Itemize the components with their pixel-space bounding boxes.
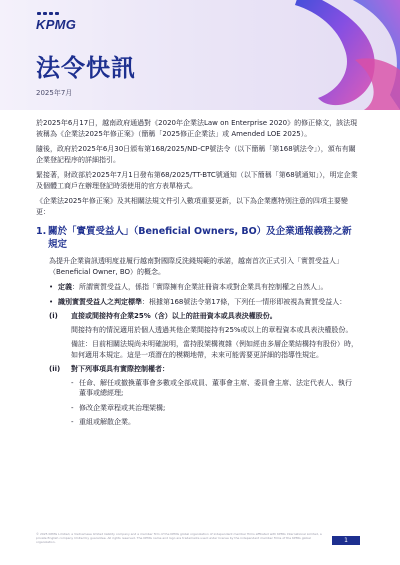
bullet-label: 識別實質受益人之判定標準: [58, 297, 142, 306]
section-title: 關於「實質受益人」（Beneficial Owners, BO）及企業通報義務之新規定: [48, 226, 352, 250]
criterion-title: 對下列事項具有實際控制權者：: [71, 365, 169, 373]
dash-icon: -: [71, 418, 74, 426]
list-item-text: 重組或解散企業。: [79, 418, 135, 426]
criterion-number: (i): [49, 312, 58, 320]
list-item: [71, 417, 358, 428]
list-item: [71, 378, 358, 399]
intro-paragraph: 緊接著，財政部於2025年7月1日發布第68/2025/TT-BTC號通知（以下簡稱「第68號通知」），明定企業及個體工商戶在辦理登記時須使用的官方表單格式。: [36, 171, 358, 190]
issue-date: 2025年7月: [36, 89, 73, 97]
header-banner: [0, 0, 400, 110]
intro-paragraph: 《企業法2025年修正案》及其相關法規文件引入數項重要更新，以下為企業應特別注意的四項主要變更：: [36, 197, 348, 216]
criterion-title: 直接或間接持有企業25%（含）以上的註冊資本或具表決權股份。: [71, 312, 277, 320]
criterion-note: 備註：目前相關法規尚未明確說明，當持股架構複雜（例如經由多層企業結構持有股份）時，如何適用本規定。這是一項潛在的模糊地帶，未來可能需要更詳細的指導性規定。: [71, 340, 358, 359]
page-title: 法令快訊: [36, 54, 136, 82]
bullet-icon: •: [49, 283, 54, 291]
criterion-heading: [49, 364, 358, 375]
page-number: 1: [332, 536, 360, 545]
bullet-label: 定義: [58, 283, 72, 291]
bullet-text: ：所謂實質受益人，係指「實際擁有企業註冊資本或對企業具有控制權之自然人」。: [72, 283, 328, 291]
list-item: [49, 297, 358, 308]
dash-icon: -: [71, 403, 74, 412]
section-heading: [36, 225, 358, 251]
criterion-paragraph: 間接持有的情況適用於個人透過其他企業間接持有25%或以上的章程資本或具表決權股份。: [71, 325, 353, 334]
document-body: [36, 118, 358, 432]
intro-paragraph: 隨後，政府於2025年6月30日頒布第168/2025/ND-CP號法令（以下簡稱「第168號法令」），頒布有關企業登記程序的詳細指引。: [36, 145, 356, 164]
section-number: 1.: [36, 226, 47, 237]
section-intro: 為提升企業資訊透明度並履行越南對國際反洗錢規範的承諾，越南首次正式引入「實質受益人」（Beneficial Owner, BO）的概念。: [49, 257, 343, 276]
criterion-number: (ii): [49, 365, 61, 373]
copyright-footer: © 2025 KPMG Limited, a Vietnamese limited liability company and a member firm of the KPMG global organization of independent member firms affiliated with KPMG International Limited, a private English company limited by guarantee. All rights reserved. The KPMG name and logo are trademarks used under license by the independent member firms of the KPMG global organization.: [36, 532, 322, 544]
list-item-text: 修改企業章程或其治理架構;: [79, 403, 166, 412]
dash-icon: -: [71, 378, 74, 387]
list-item: [71, 403, 358, 414]
bullet-icon: •: [49, 297, 54, 306]
kpmg-logo: KPMG: [36, 17, 77, 32]
list-item-text: 任命、解任或撤換董事會多數或全部成員、董事會主席、委員會主席、法定代表人、執行董事或總經理;: [79, 378, 352, 397]
criterion-heading: [49, 311, 358, 322]
intro-paragraph: 於2025年6月17日，越南政府通過對《2020年企業法Law on Enterprise 2020》的修正條文，該法現被稱為《企業法2025年修正案》（簡稱「2025修正企業法」或 Amended LOE 2025）。: [36, 119, 358, 138]
list-item: [49, 282, 358, 293]
bullet-text: ：根據第168號法令第17條，下列任一情形即被視為實質受益人：: [142, 297, 347, 306]
